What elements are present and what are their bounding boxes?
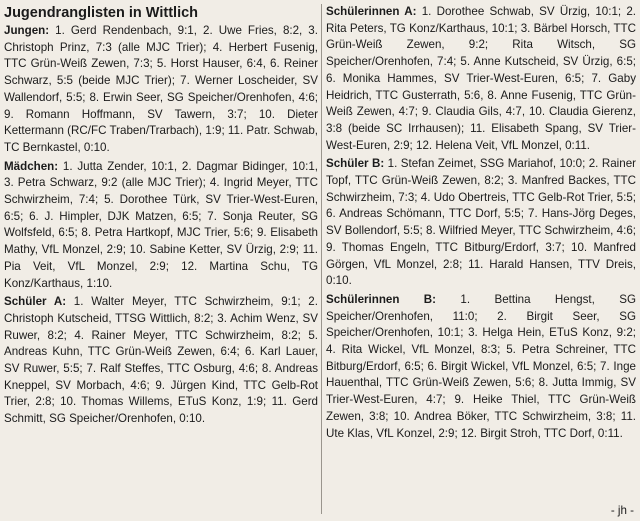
section-label: Schülerinnen B: xyxy=(326,292,437,306)
section-text: 1. Dorothee Schwab, SV Ürzig, 10:1; 2. Rita Peters, TG Konz/Karthaus, 10:1; 3. Bärbel Horsch, TTC Grün-Weiß Zewen, 9:2; Rita Witsch, SG Speicher/Orenhofen, 7:4; 5. Anne Kutscheid, SV Ürzig, 6:5; 6. Monika Hammes, SV Trier-West-Euren, 6:5; 7. Gaby Heidrich, TTC Gusterrath, 5:6, 8. Anne Fusenig, TTC Grün-Weiß Zewen, 4:7; 9. Claudia Gils, 4:7, 10. Claudia Gierenz, 3:8 (beide SC Irrhausen); 11. Elisabeth Spang, SV Trier-West-Euren, 2:9; 12. Helena Veit, VfL Monzel, 0:11. xyxy=(326,5,636,152)
section-schuelerinnen-a xyxy=(326,4,636,154)
section-schueler-a xyxy=(4,294,318,428)
author-signature: - jh - xyxy=(610,504,634,517)
section-text: 1. Walter Meyer, TTC Schwirzheim, 9:1; 2. Christoph Kutscheid, TTSG Wittlich, 8:2; 3. Achim Wenz, SV Ruwer, 8:2; 4. Rainer Meyer, TTC Schwirzheim, 8:2; 5. Andreas Kuhn, TTC Grün-Weiß Zewen, 6:4; 6. Karl Lauer, SV Ruwer, 5:5; 7. Ralf Steffes, TTC Osburg, 4:6; 8. Andreas Kneppel, SV Morbach, 4:6; 9. Jürgen Kind, TTC Gelb-Rot Trier, 2:8; 10. Thomas Willems, ETuS Konz, 1:9; 11. Gerd Schmitt, SG Speicher/Orenhofen, 0:10. xyxy=(4,295,318,426)
section-text: 1. Gerd Rendenbach, 9:1, 2. Uwe Fries, 8:2, 3. Christoph Prinz, 7:3 (alle MJC Trier); 4. Herbert Fusenig, TTC Grün-Weiß Zewen, 7:3; 5. Horst Hauser, 6:4, 6. Reiner Schwarz, 5:5 (beide MJC Trier); 7. Werner Loscheider, SV Wallendorf, 5:5; 8. Erwin Seer, SG Speicher/Orenhofen, 4:6; 9. Romann Hoffmann, SV Tawern, 3:7; 10. Dieter Kettermann (RC/FC Traben/Trarbach), 1:9; 11. Patr. Schwab, TC Bernkastel, 0:10. xyxy=(4,24,318,154)
right-column xyxy=(326,4,636,444)
article-title: Jugendranglisten in Wittlich xyxy=(4,5,199,21)
section-text: 1. Jutta Zender, 10:1, 2. Dagmar Bidinger, 10:1, 3. Petra Schwarz, 9:2 (alle MJC Trier); 4. Ingrid Meyer, TTC Schwirzheim, 7:4; 5. Dorothee Türk, SV Trier-West-Euren, 6:5; 6. J. Himpler, DJK Matzen, 6:5; 7. Sonja Reuter, SG Wolfsfeld, 6:5; 8. Petra Hartkopf, MJC Trier, 5:6; 9. Elisabeth Mathy, VfL Monzel, 2:9; 10. Sabine Ketter, SV Ürzig, 2:9; 11. Pia Veit, VfL Monzel, 2:9; 12. Martina Schu, TG Konz/Karthaus, 1:10. xyxy=(4,159,318,290)
section-text: 1. Stefan Zeimet, SSG Mariahof, 10:0; 2. Rainer Topf, TTC Grün-Weiß Zewen, 8:2; 3. Manfred Backes, TTC Schwirzheim, 7:3; 4. Udo Obertreis, TTC Gelb-Rot Trier, 5:5; 6. Andreas Schömann, TTC Dorf, 5:5; 7. Hans-Jörg Deges, SV Bollendorf, 5:5; 8. Wilfried Meyer, TTC Schwirzheim, 4:6; 9. Thomas Engeln, TTC Bitburg/Erdorf, 3:7; 10. Manfred Görgen, VfL Monzel, 2:8; 11. Harald Hansen, TTV Dreis, 0:10. xyxy=(326,157,636,288)
section-label: Schülerinnen A: xyxy=(326,5,417,18)
section-text: 1. Bettina Hengst, SG Speicher/Orenhofen, 11:0; 2. Birgit Seer, SG Speicher/Orenhofen, 10:1; 3. Helga Hein, ETuS Konz, 9:2; 4. Rita Wickel, VfL Monzel, 8:3; 5. Petra Schreiner, TTC Bitburg/Erdorf, 6:5; 6. Birgit Wickel, VfL Monzel, 6:5; 7. Inge Hauenthal, TTC Grün-Weiß Zewen, 5:6; 8. Jutta Immig, SV Trier-West-Euren, 4:7; 9. Heike Thiel, TTC Grün-Weiß Zewen, 3:8; 10. Andrea Böker, TTC Schwirzheim, 3:8; 11. Ute Klas, VfL Konzel, 2:9; 12. Birgit Stroh, TTC Dorf, 0:11. xyxy=(326,292,636,440)
section-label: Schüler A: xyxy=(4,295,67,309)
column-divider xyxy=(321,4,322,514)
section-label: Jungen: xyxy=(4,24,50,37)
section-label: Schüler B: xyxy=(326,157,385,171)
section-schuelerinnen-b xyxy=(326,292,636,442)
section-jungen xyxy=(4,23,318,157)
section-schueler-b xyxy=(326,156,636,290)
section-label: Mädchen: xyxy=(4,159,59,173)
section-maedchen xyxy=(4,159,318,293)
left-column xyxy=(4,4,318,430)
